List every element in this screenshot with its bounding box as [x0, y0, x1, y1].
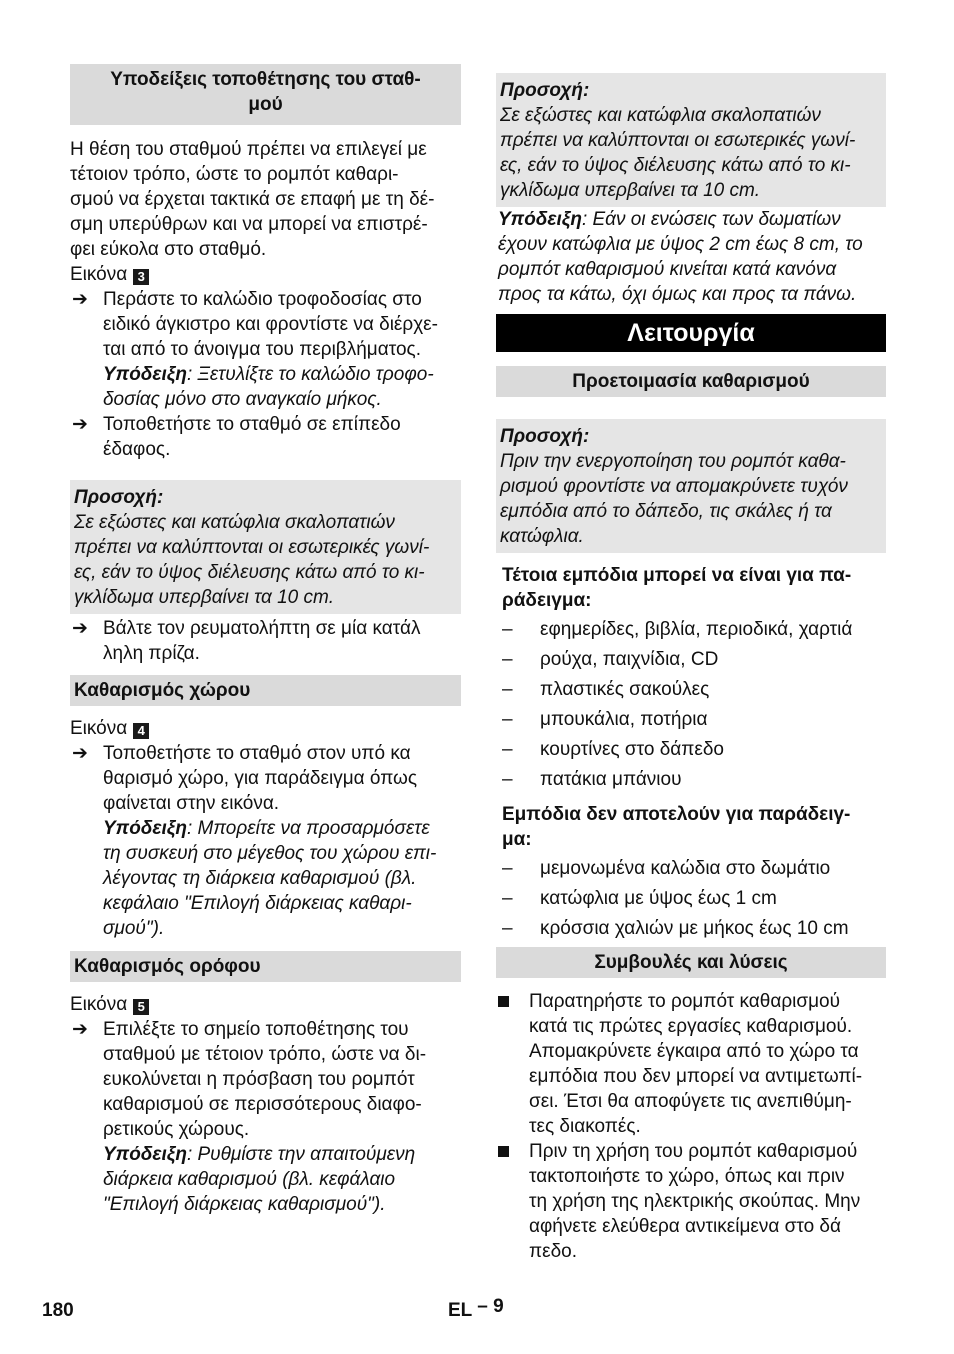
note-line: προς τα κάτω, όχι όμως και προς τα πάνω. [498, 284, 857, 305]
note-line: έχουν κατώφλια με ύψος 2 cm έως 8 cm, το [498, 234, 863, 255]
instruction-step [70, 1017, 461, 1217]
note-line [103, 816, 461, 841]
text-line: αφήνετε ελεύθερα αντικείμενα στο δά [529, 1216, 841, 1237]
figure-number-badge: 3 [133, 269, 149, 285]
figure-number-badge: 4 [133, 723, 149, 739]
figure-label: Εικόνα [70, 718, 128, 739]
text-line: φει εύκολα στο σταθμό. [70, 239, 267, 260]
dash-bullet: – [502, 918, 513, 939]
tip-item [496, 989, 886, 1139]
caution-line: εμπόδια από το δάπεδο, τις σκάλες ή τα [500, 501, 832, 522]
caution-box [496, 73, 886, 207]
note-label: Υπόδειξη [498, 209, 582, 230]
section-heading-station-placement [70, 64, 461, 125]
list-item [496, 707, 886, 732]
list-item-text: κουρτίνες στο δάπεδο [540, 739, 724, 760]
text-line: Επιλέξτε το σημείο τοποθέτησης του [103, 1019, 409, 1040]
instruction-step [70, 412, 461, 462]
note-line [103, 1142, 461, 1167]
square-bullet-icon [498, 996, 509, 1007]
section-heading-cleaning-preparation: Προετοιμασία καθαρισμού [496, 366, 886, 397]
arrow-right-icon: ➔ [72, 618, 88, 639]
list-item-text: μεμονωμένα καλώδια στο δωμάτιο [540, 858, 831, 879]
text-line: Παρατηρήστε το ρομπότ καθαρισμού [529, 991, 840, 1012]
section-heading-tips-solutions: Συμβουλές και λύσεις [496, 947, 886, 978]
caution-line: Σε εξώστες και κατώφλια σκαλοπατιών [74, 512, 395, 533]
note-label: Υπόδειξη [103, 364, 187, 385]
text-line: Πριν τη χρήση του ρομπότ καθαρισμού [529, 1141, 858, 1162]
arrow-right-icon: ➔ [72, 743, 88, 764]
list-item-text: μπουκάλια, ποτήρια [540, 709, 708, 730]
dash-bullet: – [502, 858, 513, 879]
caution-line: γκλίδωμα υπερβαίνει τα 10 cm. [500, 180, 761, 201]
dash-bullet: – [502, 649, 513, 670]
note-line [103, 362, 461, 387]
note-label: Υπόδειξη [103, 818, 187, 839]
list-item-text: πλαστικές σακούλες [540, 679, 710, 700]
arrow-right-icon: ➔ [72, 414, 88, 435]
caution-box [496, 419, 886, 553]
section-heading-floor-cleaning: Καθαρισμός ορόφου [70, 951, 461, 982]
dash-bullet: – [502, 619, 513, 640]
list-item [496, 737, 886, 762]
text-line: σει. Έτσι θα αποφύγετε τις ανεπιθύμη- [529, 1091, 852, 1112]
text-line: σμη υπερύθρων και να μπορεί να επιστρέ- [70, 214, 428, 235]
text-line: τη χρήση της ηλεκτρικής σκούπας. Μην [529, 1191, 861, 1212]
text-line: τες διακοπές. [529, 1116, 641, 1137]
note-line [498, 207, 886, 232]
text-line: εμπόδια που δεν μπορεί να αντιμετωπί- [529, 1066, 863, 1087]
text-line: πεδο. [529, 1241, 578, 1262]
caution-line: ες, εάν το ύψος διέλευσης κάτω από το κι- [74, 562, 425, 583]
list-item-text: κατώφλια με ύψος έως 1 cm [540, 888, 777, 909]
list-item-text: ρούχα, παιχνίδια, CD [540, 649, 719, 670]
right-column [496, 73, 886, 1264]
text-line: Περάστε το καλώδιο τροφοδοσίας στο [103, 289, 422, 310]
text-line: έδαφος. [103, 439, 171, 460]
note-text: : Εάν οι ενώσεις των δωματίων [581, 209, 841, 230]
left-column [70, 64, 461, 1217]
caution-line: κατώφλια. [500, 526, 584, 547]
caution-title: Προσοχή: [500, 426, 590, 447]
chapter-title: Λειτουργία [496, 314, 886, 352]
figure-reference [70, 262, 461, 287]
figure-label: Εικόνα [70, 264, 128, 285]
text-line: ρετικούς χώρους. [103, 1119, 250, 1140]
heading-line: Υποδείξεις τοποθέτησης του σταθ- [110, 69, 421, 90]
instruction-step [70, 287, 461, 412]
note-line: κεφάλαιο "Επιλογή διάρκειας καθαρι- [103, 893, 412, 914]
dash-bullet: – [502, 679, 513, 700]
caution-line: Σε εξώστες και κατώφλια σκαλοπατιών [500, 105, 821, 126]
text-line: σταθμού με τέτοιον τρόπο, ώστε να δι- [103, 1044, 427, 1065]
text-line: Εμπόδια δεν αποτελούν για παράδειγ- [502, 804, 851, 825]
caution-box [70, 480, 461, 614]
text-line: ράδειγμα: [502, 590, 592, 611]
text-line: ειδικό άγκιστρο και φροντίστε να διέρχε- [103, 314, 438, 335]
list-item [496, 677, 886, 702]
text-line: ται από το άνοιγμα του περιβλήματος. [103, 339, 421, 360]
arrow-right-icon: ➔ [72, 1019, 88, 1040]
language-code: EL [448, 1300, 472, 1321]
list-item [496, 617, 886, 642]
tip-item [496, 1139, 886, 1264]
text-line: τακτοποιήστε το χώρο, όπως και πριν [529, 1166, 845, 1187]
text-line: Τοποθετήστε το σταθμό σε επίπεδο [103, 414, 401, 435]
caution-line: ες, εάν το ύψος διέλευσης κάτω από το κι- [500, 155, 851, 176]
instruction-step [70, 616, 461, 666]
note-text: : Μπορείτε να προσαρμόσετε [186, 818, 430, 839]
figure-number-badge: 5 [133, 999, 149, 1015]
caution-title: Προσοχή: [500, 80, 590, 101]
list-item [496, 767, 886, 792]
text-line: καθαρισμού σε περισσότερους διαφο- [103, 1094, 422, 1115]
caution-line: πρέπει να καλύπτονται οι εσωτερικές γωνί- [500, 130, 856, 151]
note-text: : Ρυθμίστε την απαιτούμενη [186, 1144, 416, 1165]
text-line: ληλη πρίζα. [103, 643, 200, 664]
text-line: Βάλτε τον ρευματολήπτη σε μία κατάλ [103, 618, 421, 639]
dash-bullet: – [502, 739, 513, 760]
caution-title: Προσοχή: [74, 487, 164, 508]
note-line: σμού"). [103, 918, 165, 939]
obstacles-list [496, 617, 886, 792]
page-number: 180 [42, 1300, 74, 1321]
figure-reference [70, 716, 461, 741]
list-item [496, 647, 886, 672]
text-line: σμού να έρχεται τακτικά σε επαφή με τη δέ- [70, 189, 435, 210]
list-item-text: πατάκια μπάνιου [540, 769, 682, 790]
note-block [496, 207, 886, 307]
figure-label: Εικόνα [70, 994, 128, 1015]
arrow-right-icon: ➔ [72, 289, 88, 310]
note-line: τη συσκευή στο μέγεθος του χώρου επι- [103, 843, 437, 864]
list-item [496, 886, 886, 911]
note-line: "Επιλογή διάρκειας καθαρισμού"). [103, 1194, 386, 1215]
text-line: ευκολύνεται η πρόσβαση του ρομπότ [103, 1069, 415, 1090]
figure-reference [70, 992, 461, 1017]
section-heading-room-cleaning: Καθαρισμός χώρου [70, 675, 461, 706]
list-item [496, 856, 886, 881]
dash-bullet: – [502, 709, 513, 730]
text-line: μα: [502, 829, 532, 850]
square-bullet-icon [498, 1146, 509, 1157]
caution-line: γκλίδωμα υπερβαίνει τα 10 cm. [74, 587, 335, 608]
list-item-text: εφημερίδες, βιβλία, περιοδικά, χαρτιά [540, 619, 853, 640]
non-obstacles-heading [496, 802, 886, 852]
note-label: Υπόδειξη [103, 1144, 187, 1165]
note-line: δοσίας μόνο στο αναγκαίο μήκος. [103, 389, 382, 410]
note-line: ρομπότ καθαρισμού κινείται κατά κανόνα [498, 259, 837, 280]
obstacles-heading [496, 563, 886, 613]
note-line: διάρκεια καθαρισμού (βλ. κεφάλαιο [103, 1169, 396, 1190]
footer-language-label [448, 1298, 504, 1323]
caution-line: πρέπει να καλύπτονται οι εσωτερικές γωνί- [74, 537, 430, 558]
section-page-number: – 9 [477, 1296, 504, 1317]
dash-bullet: – [502, 888, 513, 909]
non-obstacles-list [496, 856, 886, 941]
text-line: φαίνεται στην εικόνα. [103, 793, 280, 814]
text-line: Απομακρύνετε έγκαιρα από το χώρο τα [529, 1041, 859, 1062]
caution-line: ρισμού φροντίστε να απομακρύνετε τυχόν [500, 476, 848, 497]
dash-bullet: – [502, 769, 513, 790]
text-line: τέτοιον τρόπο, ώστε το ρομπότ καθαρι- [70, 164, 399, 185]
intro-paragraph [70, 137, 461, 262]
instruction-step [70, 741, 461, 941]
text-line: Τέτοια εμπόδια μπορεί να είναι για πα- [502, 565, 852, 586]
heading-line: μού [248, 94, 283, 115]
note-line: λέγοντας τη διάρκεια καθαρισμού (βλ. [103, 868, 417, 889]
text-line: κατά τις πρώτες εργασίες καθαρισμού. [529, 1016, 853, 1037]
list-item [496, 916, 886, 941]
note-text: : Ξετυλίξτε το καλώδιο τροφο- [186, 364, 434, 385]
text-line: θαρισμό χώρο, για παράδειγμα όπως [103, 768, 418, 789]
caution-line: Πριν την ενεργοποίηση του ρομπότ καθα- [500, 451, 846, 472]
text-line: Η θέση του σταθμού πρέπει να επιλεγεί με [70, 139, 427, 160]
list-item-text: κρόσσια χαλιών με μήκος έως 10 cm [540, 918, 849, 939]
text-line: Τοποθετήστε το σταθμό στον υπό κα [103, 743, 411, 764]
